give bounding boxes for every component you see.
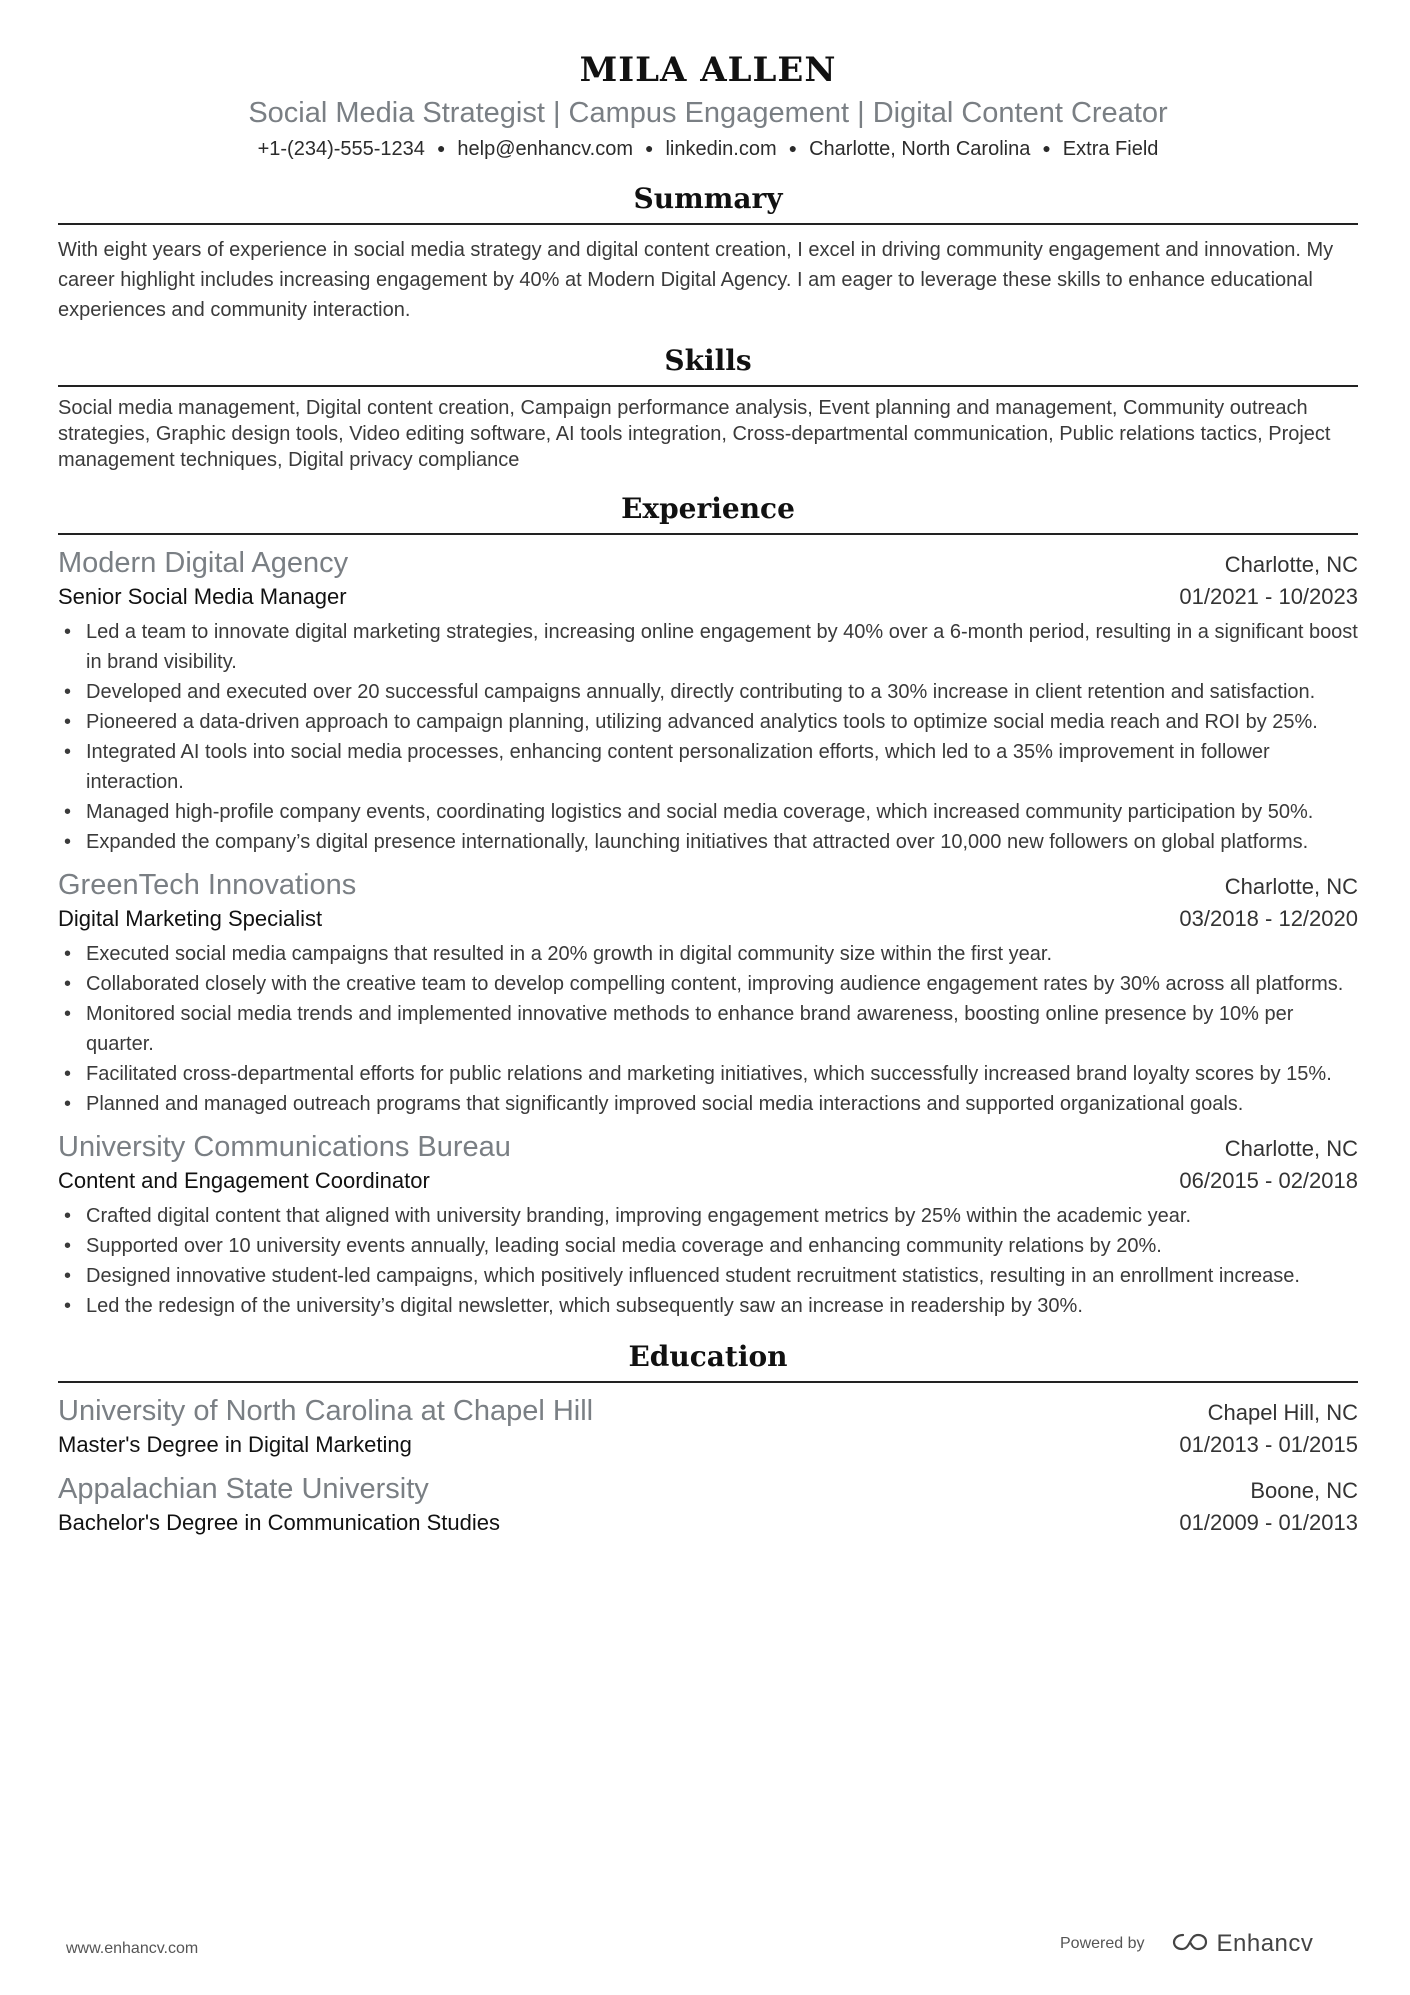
enhancv-logo-icon [1171, 1931, 1209, 1958]
achievement-item: • Collaborated closely with the creative team to develop compelling content, improving audience engagement rates by 30% across all platforms. [58, 969, 1358, 999]
bullet-separator: ● [788, 140, 798, 156]
bullet-icon: • [64, 801, 72, 823]
bullet-icon: • [64, 1295, 72, 1317]
brand-name: Enhancv [1216, 1930, 1314, 1957]
achievement-item: • Facilitated cross-departmental efforts for public relations and marketing initiatives, which successfully increased brand loyalty scores by 15%. [58, 1059, 1358, 1089]
school-name: Appalachian State University [58, 1473, 429, 1505]
job-location: Charlotte, NC [1224, 552, 1358, 577]
summary-section [58, 181, 1358, 325]
job-dates: 03/2018 - 12/2020 [1179, 906, 1358, 931]
bullet-icon: • [64, 943, 72, 965]
education-entry [58, 1471, 1358, 1539]
bullet-icon: • [64, 711, 72, 733]
experience-section [58, 491, 1358, 1321]
bullet-icon: • [64, 831, 72, 853]
bullet-icon: • [64, 973, 72, 995]
achievement-item: • Crafted digital content that aligned with university branding, improving engagement metrics by 25% within the academic year. [58, 1201, 1358, 1231]
job-dates: 06/2015 - 02/2018 [1179, 1168, 1358, 1193]
experience-entry [58, 867, 1358, 1119]
contact-location: Charlotte, North Carolina [809, 138, 1031, 160]
job-location: Charlotte, NC [1224, 1136, 1358, 1161]
bullet-icon: • [64, 681, 72, 703]
bullet-icon: • [64, 1265, 72, 1287]
candidate-name: MILA ALLEN [579, 50, 837, 90]
experience-entry [58, 1129, 1358, 1321]
achievement-list [58, 1201, 1358, 1321]
achievement-item: • Supported over 10 university events annually, leading social media coverage and enhancing community relations by 20%. [58, 1231, 1358, 1261]
achievement-item: • Pioneered a data-driven approach to campaign planning, utilizing advanced analytics tools to optimize social media reach and ROI by 25%. [58, 707, 1358, 737]
achievement-item: • Expanded the company’s digital presence internationally, launching initiatives that attracted over 10,000 new followers on global platforms. [58, 827, 1358, 857]
education-heading: Education [58, 1339, 1358, 1383]
achievement-item: • Led a team to innovate digital marketing strategies, increasing online engagement by 40% over a 6-month period, resulting in a significant boost in brand visibility. [58, 617, 1358, 677]
job-role: Digital Marketing Specialist [58, 906, 323, 931]
school-location: Chapel Hill, NC [1207, 1400, 1358, 1425]
job-role: Senior Social Media Manager [58, 584, 347, 609]
education-dates: 01/2009 - 01/2013 [1179, 1510, 1358, 1535]
experience-entry [58, 545, 1358, 857]
job-location: Charlotte, NC [1224, 874, 1358, 899]
job-role: Content and Engagement Coordinator [58, 1168, 430, 1193]
achievement-item: • Planned and managed outreach programs that significantly improved social media interactions and supported organizational goals. [58, 1089, 1358, 1119]
company-name: University Communications Bureau [58, 1131, 511, 1163]
bullet-separator: ● [1042, 140, 1051, 156]
footer-website[interactable]: www.enhancv.com [66, 1940, 199, 1957]
skills-text: Social media management, Digital content creation, Campaign performance analysis, Event planning and management, Community outreach strategies, Graphic design tools, Video editing software, AI tools integration, Cross-departmental communication, Public relations tactics, Project management techniques, Digital privacy compliance [58, 397, 1331, 471]
education-section [58, 1339, 1358, 1539]
bullet-separator: ● [436, 140, 446, 156]
company-name: GreenTech Innovations [58, 869, 357, 901]
summary-heading: Summary [58, 181, 1358, 225]
school-location: Boone, NC [1250, 1478, 1358, 1503]
job-dates: 01/2021 - 10/2023 [1179, 584, 1358, 609]
achievement-item: • Developed and executed over 20 successful campaigns annually, directly contributing to a 30% increase in client retention and satisfaction. [58, 677, 1358, 707]
education-entry [58, 1393, 1358, 1461]
degree-name: Bachelor's Degree in Communication Studies [58, 1510, 500, 1535]
contact-linkedin: linkedin.com [665, 138, 777, 160]
powered-by-label: Powered by [1060, 1935, 1145, 1952]
contact-extra: Extra Field [1062, 138, 1159, 160]
bullet-icon: • [64, 741, 72, 763]
bullet-icon: • [64, 1063, 72, 1085]
school-name: University of North Carolina at Chapel Hill [58, 1395, 594, 1427]
summary-text: With eight years of experience in social media strategy and digital content creation, I excel in driving community engagement and innovation. My career highlight includes increasing engagement by 40% at Modern Digital Agency. I am eager to leverage these skills to enhance educational experiences and community interaction. [58, 239, 1334, 321]
footer-branding [1060, 1930, 1313, 1958]
bullet-icon: • [64, 1235, 72, 1257]
experience-heading: Experience [58, 491, 1358, 535]
achievement-list [58, 617, 1358, 857]
resume-header [58, 48, 1358, 163]
achievement-item: • Designed innovative student-led campaigns, which positively influenced student recruitment statistics, resulting in an enrollment increase. [58, 1261, 1358, 1291]
skills-heading: Skills [58, 343, 1358, 387]
bullet-icon: • [64, 1205, 72, 1227]
skills-section [58, 343, 1358, 473]
achievement-item: • Led the redesign of the university’s digital newsletter, which subsequently saw an increase in readership by 30%. [58, 1291, 1358, 1321]
achievement-item: • Executed social media campaigns that resulted in a 20% growth in digital community size within the first year. [58, 939, 1358, 969]
achievement-item: • Managed high-profile company events, coordinating logistics and social media coverage, which increased community participation by 50%. [58, 797, 1358, 827]
bullet-icon: • [64, 621, 72, 643]
resume-content [58, 48, 1358, 1539]
degree-name: Master's Degree in Digital Marketing [58, 1432, 412, 1457]
bullet-separator: ● [645, 140, 654, 156]
contact-email: help@enhancv.com [457, 138, 633, 160]
achievement-item: • Monitored social media trends and implemented innovative methods to enhance brand awareness, boosting online presence by 10% per quarter. [58, 999, 1358, 1059]
education-dates: 01/2013 - 01/2015 [1179, 1432, 1358, 1457]
contact-line [58, 134, 1358, 163]
bullet-icon: • [64, 1093, 72, 1115]
achievement-item: • Integrated AI tools into social media processes, enhancing content personalization efforts, which led to a 35% improvement in follower interaction. [58, 737, 1358, 797]
contact-phone: +1-(234)-555-1234 [257, 138, 425, 160]
company-name: Modern Digital Agency [58, 547, 349, 579]
achievement-list [58, 939, 1358, 1119]
candidate-title: Social Media Strategist | Campus Engagement | Digital Content Creator [248, 97, 1168, 129]
bullet-icon: • [64, 1003, 72, 1025]
